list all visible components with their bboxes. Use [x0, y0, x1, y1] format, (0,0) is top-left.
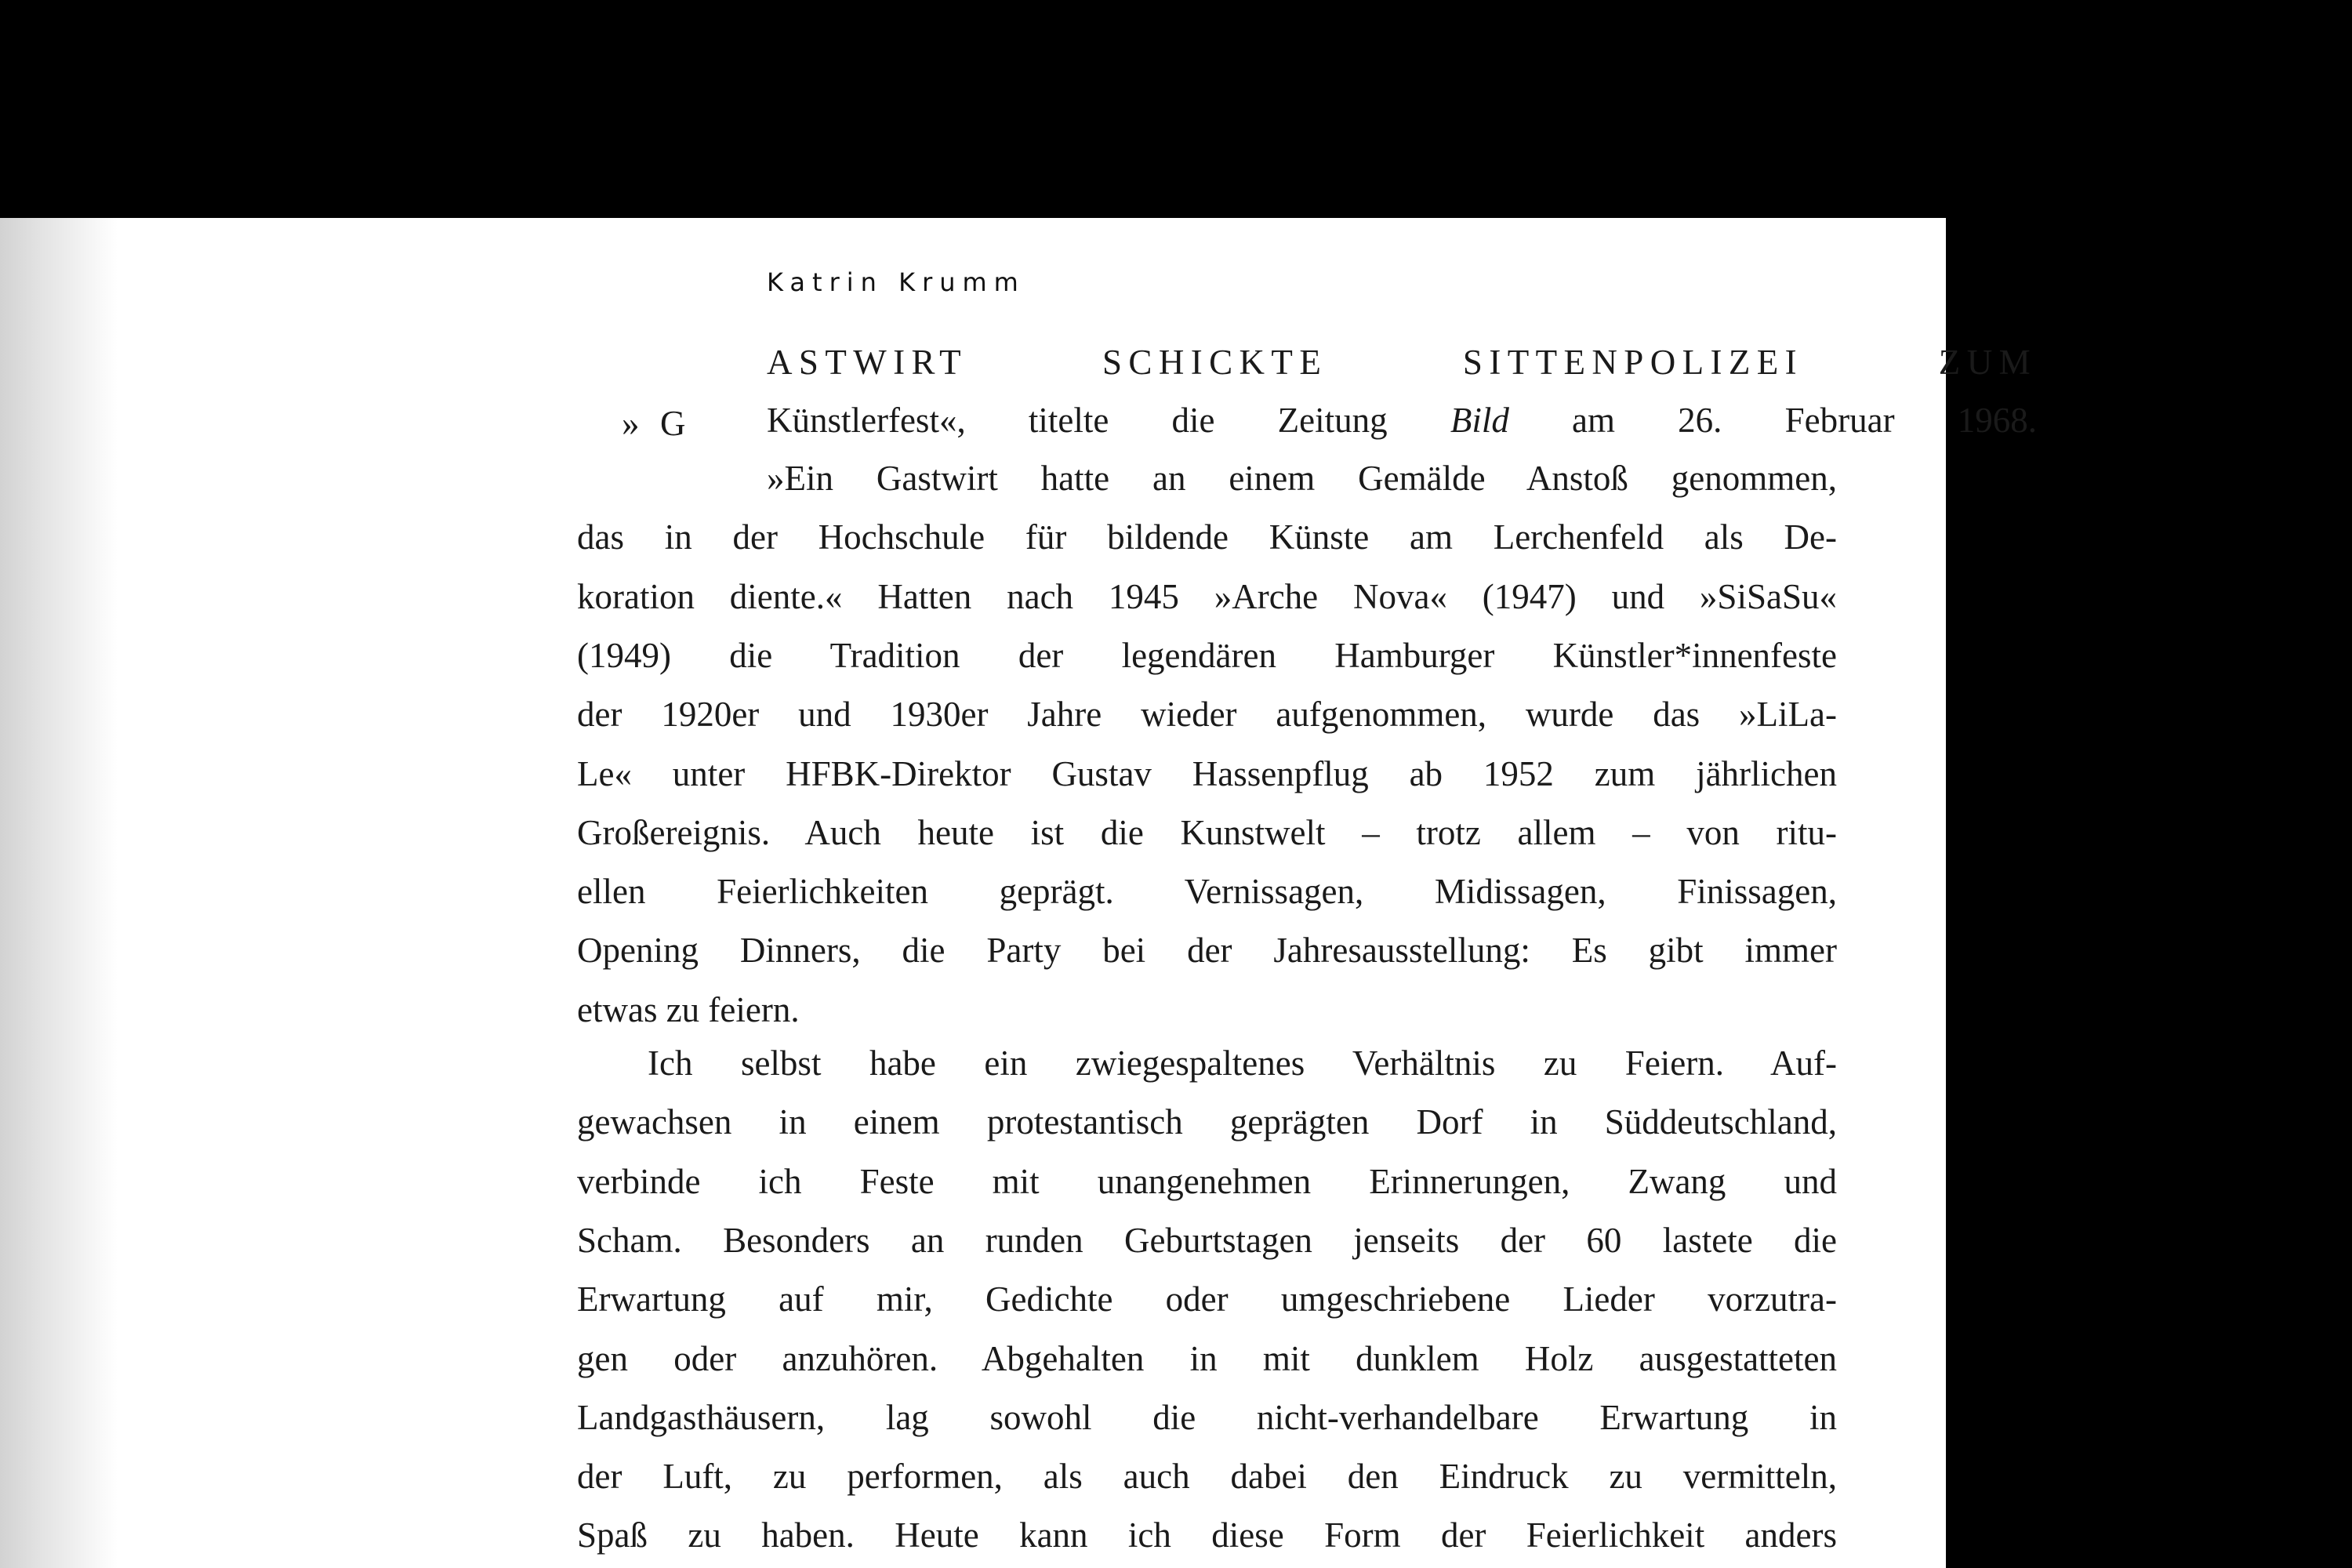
opening-line-2: [767, 403, 2037, 438]
paragraph2-line: verbinde ich Feste mit unangenehmen Erinnerungen, Zwang und: [577, 1161, 1837, 1201]
paragraph1-line: (1949) die Tradition der legendären Hamburger Künstler*innenfeste: [577, 635, 1837, 675]
running-header-author: Katrin Krumm: [767, 267, 1025, 297]
paragraph2-line: gewachsen in einem protestantisch geprägten Dorf in Süddeutschland,: [577, 1102, 1837, 1142]
paragraph1-line: Opening Dinners, die Party bei der Jahresausstellung: Es gibt immer: [577, 931, 1837, 971]
paragraph1-line: etwas zu feiern.: [577, 989, 800, 1029]
paragraph1-line: das in der Hochschule für bildende Künste am Lerchenfeld als De-: [577, 517, 1837, 557]
paragraph1-line: Le« unter HFBK-Direktor Gustav Hassenpflug ab 1952 zum jährlichen: [577, 753, 1837, 793]
dropcap-letter: G: [660, 404, 686, 443]
paragraph1-line: »Ein Gastwirt hatte an einem Gemälde Anstoß genommen,: [767, 459, 1837, 498]
opening-line-2-before: Künstlerfest«, titelte die Zeitung: [767, 401, 1450, 440]
paragraph2-line: Ich selbst habe ein zwiegespaltenes Verhältnis zu Feiern. Auf-: [648, 1044, 1837, 1083]
paragraph2-line: Scham. Besonders an runden Geburtstagen jenseits der 60 lastete die: [577, 1220, 1837, 1260]
opening-line-2-after: am 26. Februar 1968.: [1508, 401, 2037, 440]
paragraph2-line: der Luft, zu performen, als auch dabei den Eindruck zu vermitteln,: [577, 1457, 1837, 1497]
newspaper-title: Bild: [1450, 401, 1509, 440]
opening-quote-mark: »: [622, 404, 640, 443]
paragraph2-line: Spaß zu haben. Heute kann ich diese Form der Feierlichkeit anders: [577, 1515, 1837, 1555]
book-page: [0, 218, 2037, 1568]
paragraph2-line: Erwartung auf mir, Gedichte oder umgeschriebene Lieder vorzutra-: [577, 1279, 1837, 1319]
page-gutter-shadow: [0, 218, 118, 1568]
paragraph2-line: Landgasthäusern, lag sowohl die nicht-verhandelbare Erwartung in: [577, 1397, 1837, 1437]
paragraph1-line: ellen Feierlichkeiten geprägt. Vernissagen, Midissagen, Finissagen,: [577, 872, 1837, 912]
paragraph1-line: Großereignis. Auch heute ist die Kunstwelt – trotz allem – von ritu-: [577, 812, 1837, 852]
paragraph1-line: der 1920er und 1930er Jahre wieder aufgenommen, wurde das »LiLa-: [577, 695, 1837, 735]
paragraph1-line: koration diente.« Hatten nach 1945 »Arche Nova« (1947) und »SiSaSu«: [577, 576, 1837, 616]
opening-caps-line: ASTWIRT SCHICKTE SITTENPOLIZEI ZUM: [767, 343, 2037, 382]
paragraph2-line: gen oder anzuhören. Abgehalten in mit dunklem Holz ausgestatteten: [577, 1338, 1837, 1378]
